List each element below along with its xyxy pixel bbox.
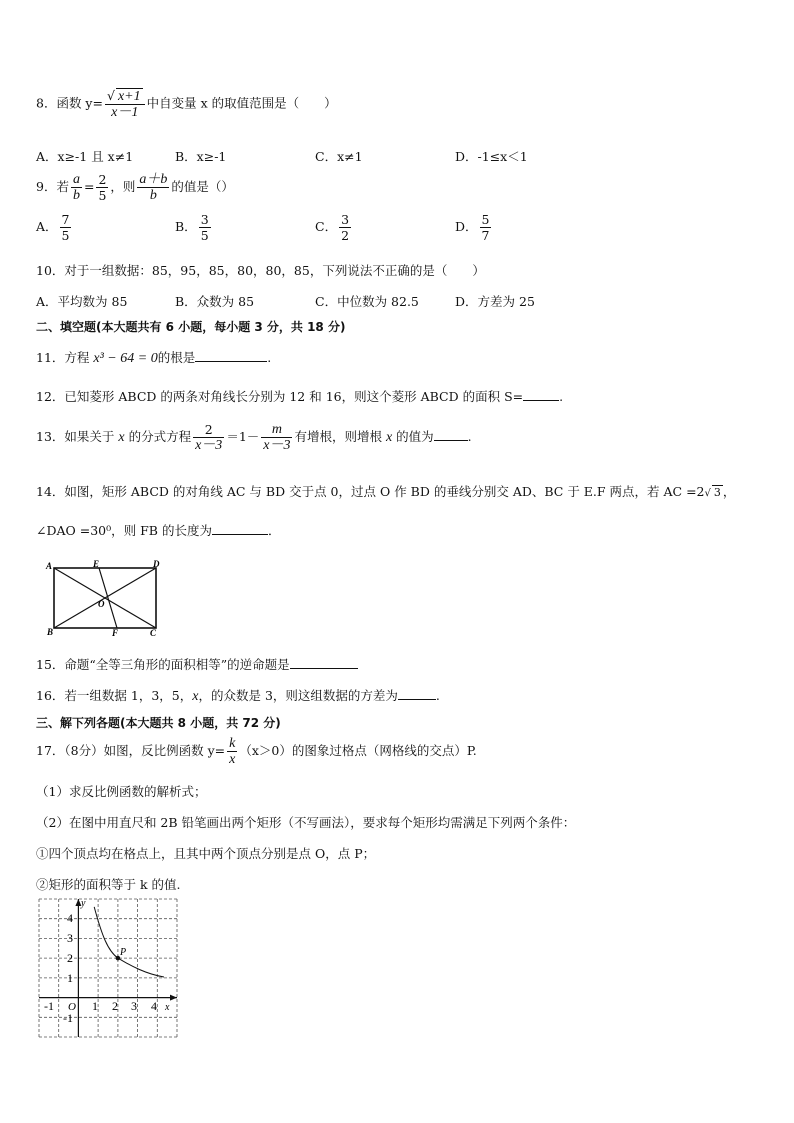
- q17-stem: 17．（8分）如图，反比例函数 y= $\frac{k}{x}$ （x＞0）的图象过格点（网格线的交点）P.: [36, 736, 477, 767]
- q17-condition-1: ①四个顶点均在格点上，且其中两个顶点分别是点 O，点 P；: [36, 846, 376, 861]
- rectangle-diagram: [40, 560, 170, 638]
- label-o: O: [98, 599, 105, 609]
- q11: 11．方程 x³ − 64 = 0的根是 .: [36, 350, 272, 366]
- q9-option-d: D． $\frac{5}{7}$: [455, 212, 490, 243]
- section-3-heading: 三、解下列各题(本大题共 8 小题，共 72 分): [36, 716, 281, 730]
- q17-condition-2: ②矩形的面积等于 k 的值.: [36, 877, 181, 892]
- q11-answer-blank[interactable]: [195, 349, 267, 362]
- q10-option-b: B．众数为 85: [175, 294, 255, 309]
- q10-option-c: C．中位数为 82.5: [315, 294, 419, 309]
- q10-stem: 10．对于一组数据：85，95，85，80，80，85，下列说法不正确的是（ ）: [36, 263, 485, 278]
- y-tick-neg1: -1: [63, 1011, 73, 1025]
- x-tick-1: 1: [92, 999, 98, 1013]
- origin-label: O: [68, 1001, 76, 1013]
- q9-option-b: B． $\frac{3}{5}$: [175, 212, 209, 243]
- q14-answer-blank[interactable]: [212, 522, 268, 535]
- y-tick-3: 3: [67, 931, 73, 945]
- q13: 13．如果关于 x 的分式方程 $\frac{2}{x-3}$ ＝1－ $\frac{m}{x-3}$ 有增根，则增根 x 的值为 .: [36, 422, 472, 453]
- q9-option-c: C． $\frac{3}{2}$: [315, 212, 350, 243]
- y-tick-1: 1: [67, 971, 73, 985]
- q14-line1: 14．如图，矩形 ABCD 的对角线 AC 与 BD 交于点 0，过点 O 作 BD 的垂线分别交 AD、BC 于 E.F 两点，若 AC =2√ 3 ，: [36, 484, 736, 499]
- x-tick-2: 2: [112, 999, 118, 1013]
- q9-stem: 9．若 $\frac{a}{b}$ = $\frac{2}{5}$ ，则 $\frac{a+b}{b}$ 的值是（）: [36, 172, 234, 203]
- label-b: B: [47, 627, 54, 637]
- q15-answer-blank[interactable]: [290, 656, 358, 669]
- q8-option-b: B．x≥-1: [175, 149, 227, 164]
- q16: 16．若一组数据 1，3，5，x，的众数是 3，则这组数据的方差为 .: [36, 688, 440, 704]
- q8-stem: 8．函数 y= $\frac{√ x+1}{x-1}$ 中自变量 x 的取值范围是（ ）: [36, 88, 337, 120]
- section-2-heading: 二、填空题(本大题共有 6 小题，每小题 3 分，共 18 分): [36, 320, 346, 334]
- q17-part-1: （1）求反比例函数的解析式；: [36, 784, 207, 799]
- q12: 12．已知菱形 ABCD 的两条对角线长分别为 12 和 16，则这个菱形 ABCD 的面积 S= .: [36, 389, 564, 404]
- x-tick-neg1: -1: [44, 999, 54, 1013]
- q10-option-a: A．平均数为 85: [36, 294, 128, 309]
- q8-option-a: A．x≥-1 且 x≠1: [36, 149, 134, 164]
- q14-line2: ∠DAO =30⁰，则 FB 的长度为 ．: [36, 523, 281, 538]
- point-p-label: P: [120, 947, 127, 958]
- q8-option-c: C．x≠1: [315, 149, 363, 164]
- q13-answer-blank[interactable]: [434, 428, 468, 441]
- grid-graph: [36, 896, 180, 1040]
- q9-option-a: A． $\frac{7}{5}$: [36, 212, 70, 243]
- q15: 15．命题“全等三角形的面积相等”的逆命题是: [36, 655, 358, 673]
- label-d: D: [153, 560, 160, 569]
- label-a: A: [46, 561, 53, 571]
- y-axis-label: y: [81, 898, 86, 909]
- x-tick-3: 3: [131, 999, 137, 1013]
- x-tick-4: 4: [151, 999, 157, 1013]
- q17-part-2: （2）在图中用直尺和 2B 铅笔画出两个矩形（不写画法），要求每个矩形均需满足下列两个条件：: [36, 815, 576, 830]
- label-e: E: [93, 560, 100, 569]
- label-c: C: [150, 628, 157, 638]
- q12-answer-blank[interactable]: [523, 388, 559, 401]
- q8-option-d: D．-1≤x＜1: [455, 149, 528, 164]
- hyperbola-curve: [94, 907, 164, 977]
- x-axis-label: x: [165, 1002, 170, 1013]
- q8-fraction: $\frac{√ x+1}{x-1}$: [105, 88, 145, 120]
- q16-answer-blank[interactable]: [398, 687, 436, 700]
- label-f: F: [112, 628, 119, 638]
- y-tick-4: 4: [67, 911, 73, 925]
- y-tick-2: 2: [67, 951, 73, 965]
- q10-option-d: D．方差为 25: [455, 294, 535, 309]
